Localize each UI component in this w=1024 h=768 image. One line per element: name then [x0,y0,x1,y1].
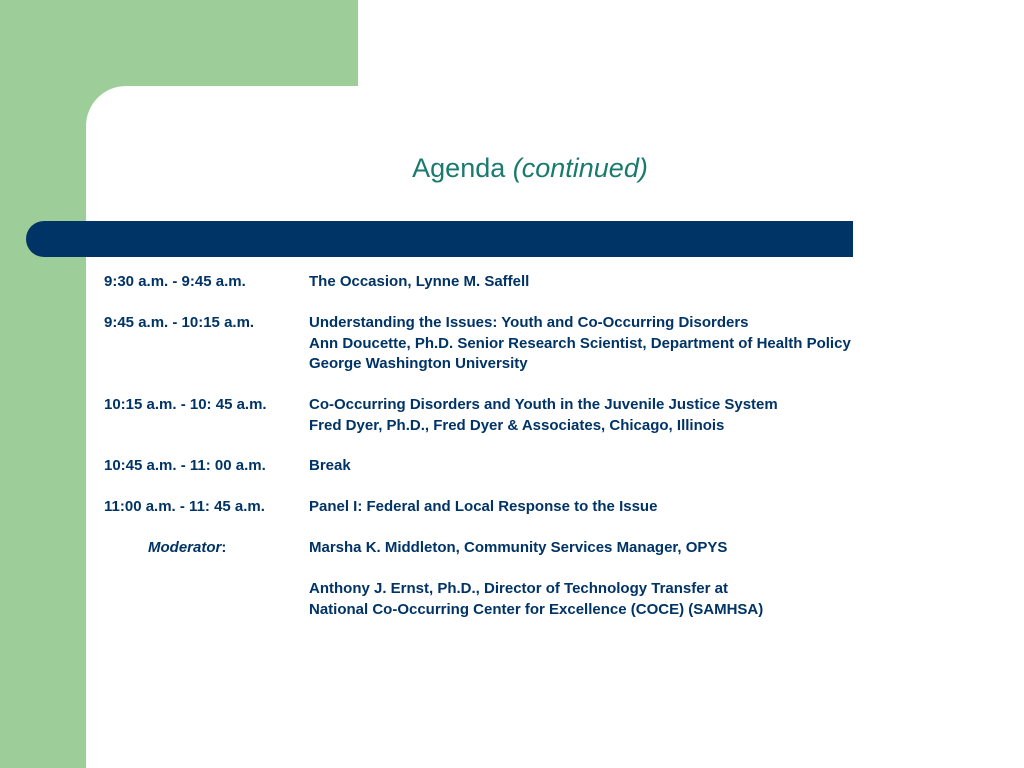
agenda-item [104,272,1004,292]
moderator-label [148,538,226,558]
agenda-item [104,497,1004,517]
agenda-item [104,456,1004,476]
agenda-line: Break [309,457,351,474]
moderator-item [104,538,1004,558]
agenda-description [309,395,999,436]
title-main: Agenda [412,153,513,183]
agenda-time: 11:00 a.m. - 11: 45 a.m. [104,498,265,515]
agenda-time: 10:15 a.m. - 10: 45 a.m. [104,396,267,413]
agenda-time: 9:30 a.m. - 9:45 a.m. [104,273,246,290]
title-divider-bar [26,221,853,257]
agenda-line: Co-Occurring Disorders and Youth in the Juvenile Justice System [309,396,778,413]
agenda-description [309,272,999,293]
agenda-description [309,313,999,375]
panelist-line: Anthony J. Ernst, Ph.D., Director of Technology Transfer at [309,580,728,597]
moderator-line: Marsha K. Middleton, Community Services Manager, OPYS [309,539,728,556]
agenda-line: Panel I: Federal and Local Response to the Issue [309,498,658,515]
panelist-description [309,579,999,620]
agenda-line: George Washington University [309,355,528,372]
agenda-description [309,497,999,518]
agenda-item [104,313,1004,372]
slide-title [0,150,1024,186]
moderator-label-text: Moderator [148,539,222,556]
title-emphasis: (continued) [512,153,648,183]
agenda-line: Ann Doucette, Ph.D. Senior Research Scientist, Department of Health Policy [309,334,851,352]
moderator-description [309,538,999,559]
agenda-time: 9:45 a.m. - 10:15 a.m. [104,314,255,331]
moderator-colon: : [221,539,227,556]
panelist-line: National Co-Occurring Center for Excellence (COCE) (SAMHSA) [309,600,764,618]
agenda-description [309,456,999,477]
agenda-line: The Occasion, Lynne M. Saffell [309,273,530,290]
agenda-line: Understanding the Issues: Youth and Co-Occurring Disorders [309,314,749,331]
agenda-time: 10:45 a.m. - 11: 00 a.m. [104,457,266,474]
panelist-item [104,579,1004,618]
agenda-line: Fred Dyer, Ph.D., Fred Dyer & Associates, Chicago, Illinois [309,416,725,434]
agenda-item [104,395,1004,434]
